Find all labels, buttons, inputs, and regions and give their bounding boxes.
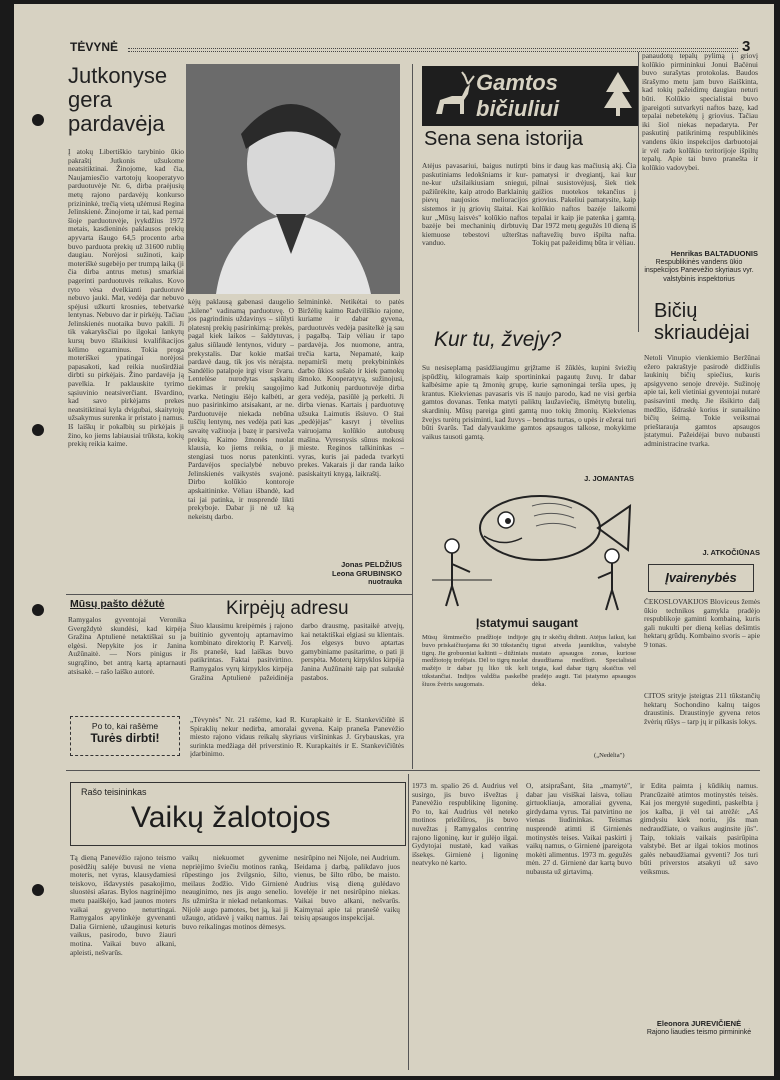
author-title: Respublikinės vandens ūkio inspekcijos Panevėžio skyriaus vyr. valstybinis inspektorius (644, 258, 754, 283)
children-title: Vaikų žalotojos (131, 801, 331, 834)
misc-box (648, 564, 754, 592)
fisherman-signature: J. JOMANTAS (584, 474, 634, 483)
photo-credit-label: nuotrauka (368, 579, 402, 586)
punch-hole (32, 114, 44, 126)
column-rule (412, 64, 413, 769)
children-signature (640, 1020, 758, 1037)
bees-body: Netoli Vinupio vienkiemio Beržūnai ežero pakraštyje pasirodė didžiulis laukinių bičių spiečius, kuris apsigyveno senoje drevėje. Sužinoję apie tai, keli vietiniai gyventojai nutarė pasisavinti medų. Jie išsikirto dalį medžio, išdraskė korius ir sunaikino bičių šeimą. Tokie veiksmai prieštarauja gamtos apsaugos įstatymui. Pažeidėjai buvo nubausti administracine tvarka. (644, 354, 760, 448)
portrait-photo-figure (186, 64, 400, 294)
photographer-name: Leona GRUBINSKO (331, 569, 402, 578)
old-story-col1: Atėjus pavasariui, baigus nutirpti paskutiniams ledokšniams ir kur-ne-kur užsilaikiusiam sniegui, pažiūrėkite, kaip atrodo Barklainių pievų naujosios melioracijos sistemos ir jų griovių šlaitai. Kai kur „Mūsų laisvės" kolūkio naftos bazėje bei mechaninių dirbtuvių kiemuose tebestovi užterštas vanduo. (422, 162, 528, 248)
author-name: Eleonora JUREVIČIENĖ (656, 1019, 742, 1028)
hairdressers-title: Kirpėjų adresu (226, 598, 349, 619)
old-story-col2: bins ir daug kas mačiusią akį. Čia pamatysi ir dvegiantį, kai kur pilnai susistovėjusį, šiek tiek gaižios nuotekos tekančius į griovius. Pakeliui pamatysite, kaip kolūkio naftos bazėje laikomi tepalai ir kaip jie patenka į gamtą. Dar 1972 metų gegužės 10 dieną iš naftavežių buvo išpilta nafta. Tokių pat pažeidimų būta ir vėliau. (532, 162, 636, 248)
children-col6: ir Edita paimta į kūdikių namus. Prancūzaitė atimtos motinystės teisės. Kai jos mergytė sugedinti, paskelbta į jos kalba, ji vėl tai atrėžė: „Aš gimdysiu kiek noriu, jūs man nedraudžiate, o vaikus auginsite jūs". Taip, tokiais vaikais pasirūpina valstybė. Bet ar ilgai tokios motinos galės nebaudžiamai gyventi? Jos turi būti priverstos atsakyti už savo veiksmus. (640, 782, 758, 876)
misc-title: Įvairenybės (665, 570, 737, 585)
children-col3: nesirūpino nei Nijole, nei Audrium. Išeidama į darbą, palikdavo juos vienus, be šilto rūbo, be maisto. Audrius visą dieną gulėdavo lovelėje ir net nesirūpino niekas. Vaikai buvo alkani, nešvarūs. Kaimynai apie tai pranešė vaikų teisių apsaugos inspekcijai. (294, 854, 400, 923)
column-rule (638, 52, 639, 332)
punch-hole (32, 604, 44, 616)
nature-friend-banner (422, 66, 638, 126)
law-col1: Mūsų šimtmečio pradžioje indijoje buvo priskaičiuojama iki 30 tūkstančių tigrų. Jie grobuoniai kaltinti – dūžiniais medžiotojų trofėjais. Dėl to tigrų nuolat mažėjo ir dabar jų liko tik keli tūkstančiai. Indijos valdžia paskelbė šiuos žvėris saugomais. (422, 634, 528, 688)
author-title: Rajono liaudies teismo pirmininkė (646, 1028, 752, 1036)
law-source: („Nedėlia") (594, 752, 625, 759)
punch-hole (32, 884, 44, 896)
mailbox-body: Ramygalos gyventojai Veronika Gvergždytė skundėsi, kad kirpėja Gražina Aptulienė netaktiškai su ja elgėsi. Nepykite jos ir Janina Aužūnaitė. — Nors pinigus ir sugrąžino, bet antrą kartą aptarnauti atsisakė. – rašo laiško autorė. (68, 616, 186, 676)
portrait-photo (186, 64, 400, 294)
banner-word-biciuliui: bičiuliui (476, 96, 560, 121)
children-col1: Tą dieną Panevėžio rajono teismo posėdžių salėje buvusi ne viena moteris, net vyras, klausydamiesi teiskovo, išdavystės pasakojimo, sluostėsi ašaras. Bylos nagrinėjimo metu paaiškėjo, kad jaunos moters vaikai gyveno neturtingai. Ramygalos apylinkėje gyvenanti Dalia Girnienė, užauginusi keturis vaikus, pasirodo, buvo žiauri motina. Vaikai buvo alkani, apleisti, nešvarūs. (70, 854, 176, 957)
author-name: Henrikas BALTADUONIS (670, 249, 758, 258)
children-col4: 1973 m. spalio 26 d. Audrius vel susirgo, jis buvo išvežtas į Panevėžio respublikinę ligoninę. Po to, kai Audrius vėl neteko motinos priežiūros, jis buvo nuvežtas į Ramygalos centrinę rajono ligoninę, kur ir gulėjo ilgai. Gydytojai nustatė, kad vaikas išsekęs. Girnienė į ligoninę neatvyko nė karto. (412, 782, 518, 868)
law-col2: gių ir skėčių didinti. Atėjus laikui, kai tigrai atveda jauniklius, valstybė nustato apsaugos zonas, kuriose draudžiama medžioti. Specialistai teigia, kad dabar tigrų skaičius vėl pradėjo augti. Tai įstatymo apsaugos dėka. (532, 634, 636, 688)
newspaper-page (14, 4, 774, 1076)
title-line: skriaudėjai (654, 322, 750, 344)
title-line: pardavėja (68, 111, 165, 136)
page-number: 3 (742, 38, 751, 55)
article-body-col3: šelmininkė. Netikėtai to patės Biržėlių kaimo Radviliškio rajone, kuriame ir dabar gyvena, parduotuvės vedėja pasitelkė ją sau į pagalbą. Taip vėliau ir tapo pardavėja. Jos nuomone, antra, trečia karta, Nepamatė, kaip nepamirši metų prekybininkės darbo ūkios sušalo ir kiek pamokų išmoko. Kooperatyvą, sužinojusi, kad Jutkonių parduotuvėje dirba gera vedėja, pasiūlė ją perkelti. Ji dirba vienas. Kartais į parduotuvę užsuka Laimutis išsiuvo. O štai „pedėjėjas" kasryt į tėvelius vairuojama kolūkio autobusų mašina. Vyresnysis sūnus mokosi mieste. Reginos talkininkas – vyras, kuris jai padeda tvarkyti prekes. Vakarais ji dar randa laiko pasiskaityti knygą, laikraštį. (298, 298, 404, 478)
children-title-box (70, 782, 406, 846)
reply-body: „Tėvynės" Nr. 21 rašėme, kad R. Kurapkaitė ir E. Stankevičiūtė iš Spiraklių nekur nedirba, amoralai gyvena. Kaip praneša Panevėžio miesto rajono vidaus reikalų skyriaus viršininkas J. Grybauskas, yra surinkta medžiaga dėl priverstinio R. Kurapkaitės ir E. Stankevičiūtės įdarbinimo. (190, 716, 404, 759)
children-col2: vaikų niekuomet gyvenime nepriėjimo šviečiu motinos ranką, rūpestingo jos žvilgsnio, šilto, meilaus žodžio. Vido Girnienė neauginimo, nes jis augo senelio. Jis užmiršta ir niekad nelankomas. Nijolė augo pamotes, bet ją, kai ji užaugo, atidavė į vaikų namus. Jai buvo reikalingas motinos dėmesys. (182, 854, 288, 931)
fisherman-title: Kur tu, žvejy? (434, 328, 562, 351)
bees-title (654, 300, 750, 344)
article-signature (298, 560, 402, 587)
law-title: Įstatymui saugant (476, 616, 579, 630)
mailbox-title: Mūsų pašto dėžutė (70, 598, 165, 610)
section-rule (66, 770, 760, 771)
bees-signature: J. ATKOČIŪNAS (702, 548, 760, 557)
masthead-name: TĖVYNĖ (70, 40, 119, 54)
title-line: Jutkonyse (68, 63, 168, 88)
column-rule (408, 774, 409, 1070)
children-prefix: Rašo teisininkas (81, 787, 147, 797)
punch-hole (32, 424, 44, 436)
article-title-jutkonyse (68, 64, 188, 136)
reply-intro: Po to, kai rašėme (91, 721, 159, 731)
misc-item-1: ČEKOSLOVAKIJOS Bloviceus žemės ūkio technikos gamykla pradėjo respublikoje gaminti kombainą, kuris gali nukulti per dieną kelias dešimtis hektarų grūdų. Kombaino svoris – apie 9 tonas. (644, 598, 760, 649)
reply-title: Turės dirbti! (90, 731, 160, 745)
hairdressers-body: Šiuo klausimu kreipėmės į rajono buitinio gyventojų aptarnavimo kombinato direktorių P. Karvelį. Jis pranešė, kad laiškas buvo patikrintas. Faktai pasitvirtino. Ramygalos vyrų kirpyklos kirpėja Gražina Aptulienė pažeidinėja darbo drausmę, pasitaikė atvejų, kai netaktiškai elgiasi su klientais. Jos elgesys buvo aptartas gamybiniame pasitarime, o pati ji perspėta. Moterų kirpyklos kirpėja Janina Aužūnaitė taip pat sulaukė pastabos. (190, 622, 404, 682)
article-body-col2: kėjų paklausą gabenasi daugelio „kilene" vadinamą parduotuvę. O jos pagrindinis uždavinys – siūlyti platesnį prekių pasirinkimą: prekės, pagal kiek laikos – šaldytuvas, galus siūlaudė lentynos, vidury – prekystalis. Dar kokie matšai pardavė daug, tik jos vis nėraįsta. Sandėlio patalpoje irgi visur švaru. Lentelėse nurodytas sąskaitų tiekimas ir prekių saugojimo tvarka. Netingiu išėjo kalbėti, ar nuo pasirinkimo atsisakant, ar ne. Parduotuvėje niekada nebūna tuščių lentynų, nes vedėja pati kas savaitę važiuoja į bazę ir parsiveža prekių. Kaimo žmonės nuolat klausia, ko jiems reikia, o ji stengiasi tuos norus patenkinti. Pardavėjos specialybė nebuvo Jelinskienės vaikystės svajonė. Dirbo kolūkio kontoroje apskaitininke. Vėliau išbandė, kad tai jai patinka, ir nusprendė likti prekyboje. Dabar ji nė už ką nekeistų darbo. (188, 298, 294, 521)
old-story-title: Sena sena istorija (424, 128, 583, 150)
reply-box (70, 716, 180, 756)
old-story-col3: panaudotų tepalų pylimą į griovį kolūkio pirmininkui Jonui Bačėnui buvo surašytas protokolas. Baudos išrašymo metu jam buvo išaiškinta, kad tokių pažeidimų daugiau neturi būti. Kolūkio specialistai buvo įpareigoti sutvarkyti naftos bazę, kad tepalai nebetekėtų į griovius. Tačiau iki šiol niekas nepadaryta. Per paskutinį patikrinimą respublikinės vandens ūkio inspekcijos darbuotojai ir vėl rado kolūkio teritorijoje išpiltų tepalų. Apie tai buvo pranešta ir kolūkio vadovybei. (642, 52, 758, 172)
banner-word-gamtos: Gamtos (476, 70, 558, 95)
fisherman-body: Su nesiseplamą pasidžiaugimu grįžtame iš žūklės, kupini šviežių įspūdžių, kilogramais kaip sportininkai pagautų žuvų. Ir dabar kalbėsime apie tą žmonių grupę, kurie sąmoningai teršia upes, jų krantus. Kiekvienas pavasaris vis iš naujo parodo, kad ne visi gerbia gamtos dovanas. Tenka matyti paliktų laužaviečių, išmėtytų butelių, skardinių. Mūsų pareiga ginti gamtą nuo tokių žmonių. Kiekvienas žvejys turėtų prisiminti, kad žuvys – bendras turtas, o upės ir ežerai turi būti švarūs. Tad dalyvaukime gamtos apsaugos talkose, mokykime vaikus tausoti gamtą. (422, 364, 636, 441)
misc-item-2: CITOS srityje įsteigtas 211 tūkstančių hektarų Sochondino kalnų taigos draustinis. Draustinyje gyvena retos žvėrių rūšys – tarp jų ir pilkasis lokys. (644, 692, 760, 726)
title-line: Bičių (654, 300, 698, 322)
title-line: gera (68, 87, 113, 112)
deer-icon (422, 66, 482, 126)
fish-cartoon (422, 486, 638, 616)
section-rule (66, 594, 412, 595)
article-body-col1: Į atokų Libertiškio tarybinio ūkio pakraštį Jutkonis užsukome neatsitiktinai. Žinojome, kad čia, Naujamiesčio vartotojų kooperatyvo parduotuvėje Nr. 6, dirba praėjusių metų rajono pardavėjų konkurso prizininkė, trečią vietą užėmusi Regina Jelinskienė. Žinojome ir tai, kad pernai šioje parduotuvėje, įvykdžius 1972 metais, kasdieninės paklausos prekių apyvarta išaugo 64,5 procento arba buvo parduota prekių už 31600 rublių daugiau. Norėjosi sužinoti, kaip moteriškė sugebėjo per trumpą laiką (ji čia dirba antrus metus) smarkiai pagerinti parduotuvės reikalus. Kovo ryto vėsa dvelkianti parduotuvė nebuvo jauki. Mat, vedėja dar nebuvo spėjusi užkurti krosnies, tebetvarkė lentynas. Nebuvo dar ir pirkėjų. Tačiau Jelinskienės nuotaika buvo pakili. Ji tik vakaryksčiai po ilgokai lankytų kursų buvo išlaikiusi kvalifikacijos kėlimo egzaminus. Tokia proga moteriškei ypatingai norėjosi papasakoti, kad reikia nuoširdžiai dirbti su pirkėjais. Žino pardavėja ją pavelkia. Ir paklauskite tyrimo sąsiuvinio neatsiverčiant. Išvardino, kad savo pirkėjams prekes neatsitiktinai kyla dvigubai, skaitytojų užsakymus surenka ir pristato į namus. Iš laiškų ir pokalbių su pirkėjais ji žino, ko jiems labiausiai trūksta, kokių prekių reikia kaime. (68, 148, 184, 449)
fir-tree-icon (598, 66, 638, 126)
old-story-signature (640, 250, 758, 284)
author-name: Jonas PELDŽIUS (341, 560, 402, 569)
children-col5: O, atsipraŠant, šita „mamytė", dabar jau visiškai laisva, toliau girtuokliauja, amoraliai gyvena, girdydama vyrus. Tai patvirtino ne vienas liudininkas. Teismas nusprendė atimti iš Girnienės motinystės teises. Vaikai paskirti į vaikų namus, o Girnienė įpareigota mokėti alimentus. 1973 m. gegužės mėn. 27 d. Girnienė dar kartą buvo nubausta už girtavimą. (526, 782, 632, 876)
